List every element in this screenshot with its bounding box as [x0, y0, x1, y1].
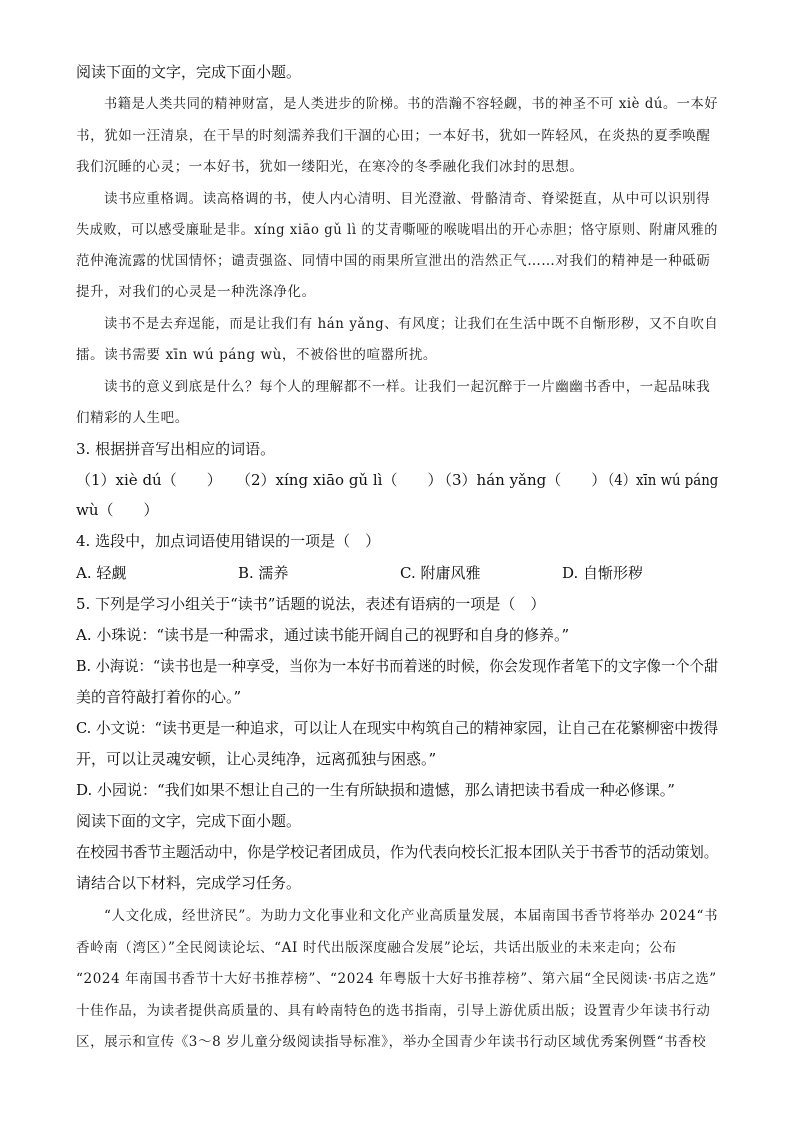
q5-option-line: C. 小文说：“读书更是一种追求，可以让人在现实中构筑自己的精神家园，让自己在花繁柳密中拨得: [76, 719, 719, 737]
passage-line: 书籍是人类共同的精神财富，是人类进步的阶梯。书的浩瀚不容轻觑，书的神圣不可 xiè dú。一本好: [104, 96, 719, 112]
q3-item-2: （2）xíng xiāo gǔ lì（ ）: [236, 471, 443, 489]
q4-option-d: D. 自惭形秽: [562, 564, 644, 582]
material-line: “人文化成，经世济民”。为助力文化事业和文化产业高质量发展，本届南国书香节将举办 2024“书: [104, 908, 719, 924]
passage-line: 读书应重格调。读高格调的书，使人内心清明、目光澄澈、骨骼清奇、脊梁挺直，从中可以识别得: [104, 191, 711, 207]
passage-line: 范仲淹流露的忧国情怀；谴责强盗、同情中国的雨果所宣泄出的浩然正气……对我们的精神是一种砥砺: [76, 253, 711, 269]
question-4-stem: 4. 选段中，加点词语使用错误的一项是（ ）: [76, 532, 381, 550]
q3-item-4-continued: wù（ ）: [76, 501, 159, 519]
task-line: 在校园书香节主题活动中，你是学校记者团成员，作为代表向校长汇报本团队关于书香节的活动策划。: [76, 843, 719, 861]
q5-option-line: 开，可以让灵魂安顿，让心灵纯净，远离孤独与困惑。”: [76, 750, 437, 768]
passage-line: 读书不是去弃逞能，而是让我们有 hán yǎng、有风度；让我们在生活中既不自惭形秽，又不自吹自: [104, 316, 719, 332]
reading-instruction: 阅读下面的文字，完成下面小题。: [76, 63, 302, 81]
material-line: 香岭南（湾区）”全民阅读论坛、“AI 时代出版深度融合发展”论坛，共话出版业的未来走向；公布: [76, 940, 677, 956]
q4-option-a: A. 轻觑: [76, 564, 127, 582]
question-5-stem: 5. 下列是学习小组关于“读书”话题的说法，表述有语病的一项是（ ）: [76, 595, 546, 613]
passage-line: 提升，对我们的心灵是一种洗涤净化。: [76, 284, 316, 300]
material-line: 十佳作品，为读者提供高质量的、具有岭南特色的选书指南，引导上游优质出版；设置青少年读书行动: [76, 1003, 711, 1019]
passage-line: 擂。读书需要 xīn wú páng wù，不被俗世的喧嚣所扰。: [76, 347, 438, 363]
task-line: 请结合以下材料，完成学习任务。: [76, 874, 302, 892]
passage-line: 我们沉睡的心灵；一本好书，犹如一缕阳光，在寒冷的冬季融化我们冰封的思想。: [76, 159, 584, 175]
q3-item-3: （3）hán yǎng（ ）: [437, 471, 607, 489]
question-3-stem: 3. 根据拼音写出相应的词语。: [76, 440, 276, 458]
q5-option-line: B. 小海说：“读书也是一种享受，当你为一本好书而着迷的时候，你会发现作者笔下的文字像一个个甜: [76, 657, 719, 675]
q5-option-line: D. 小园说：“我们如果不想让自己的一生有所缺损和遗憾，那么请把读书看成一种必修课。”: [76, 781, 675, 799]
material-line: 区，展示和宣传《3～8 岁儿童分级阅读指导标准》，举办全国青少年读书行动区域优秀案例暨“书香校: [76, 1034, 707, 1050]
reading-instruction-2: 阅读下面的文字，完成下面小题。: [76, 812, 302, 830]
q3-item-1: （1）xiè dú（ ）: [76, 471, 222, 489]
passage-line: 书，犹如一汪清泉，在干旱的时刻濡养我们干涸的心田；一本好书，犹如一阵轻风，在炎热的夏季唤醒: [76, 128, 711, 144]
q5-option-line: A. 小珠说：“读书是一种需求，通过读书能开阔自己的视野和自身的修养。”: [76, 626, 570, 644]
q5-option-line: 美的音符敲打着你的心。”: [76, 688, 242, 706]
passage-line: 失成败，可以感受廉耻是非。xíng xiāo gǔ lì 的艾青嘶哑的喉咙唱出的开心赤胆；恪守原则、附庸风雅的: [76, 222, 718, 238]
passage-line: 读书的意义到底是什么？每个人的理解都不一样。让我们一起沉醉于一片幽幽书香中，一起品味我: [104, 379, 711, 395]
q3-item-4: （4）xīn wú páng: [601, 471, 719, 489]
q4-option-b: B. 濡养: [238, 564, 289, 582]
passage-line: 们精彩的人生吧。: [76, 410, 189, 426]
q4-option-c: C. 附庸风雅: [400, 564, 481, 582]
material-line: “2024 年南国书香节十大好书推荐榜”、“2024 年粤版十大好书推荐榜”、第六届“全民阅读·书店之选”: [76, 971, 717, 987]
